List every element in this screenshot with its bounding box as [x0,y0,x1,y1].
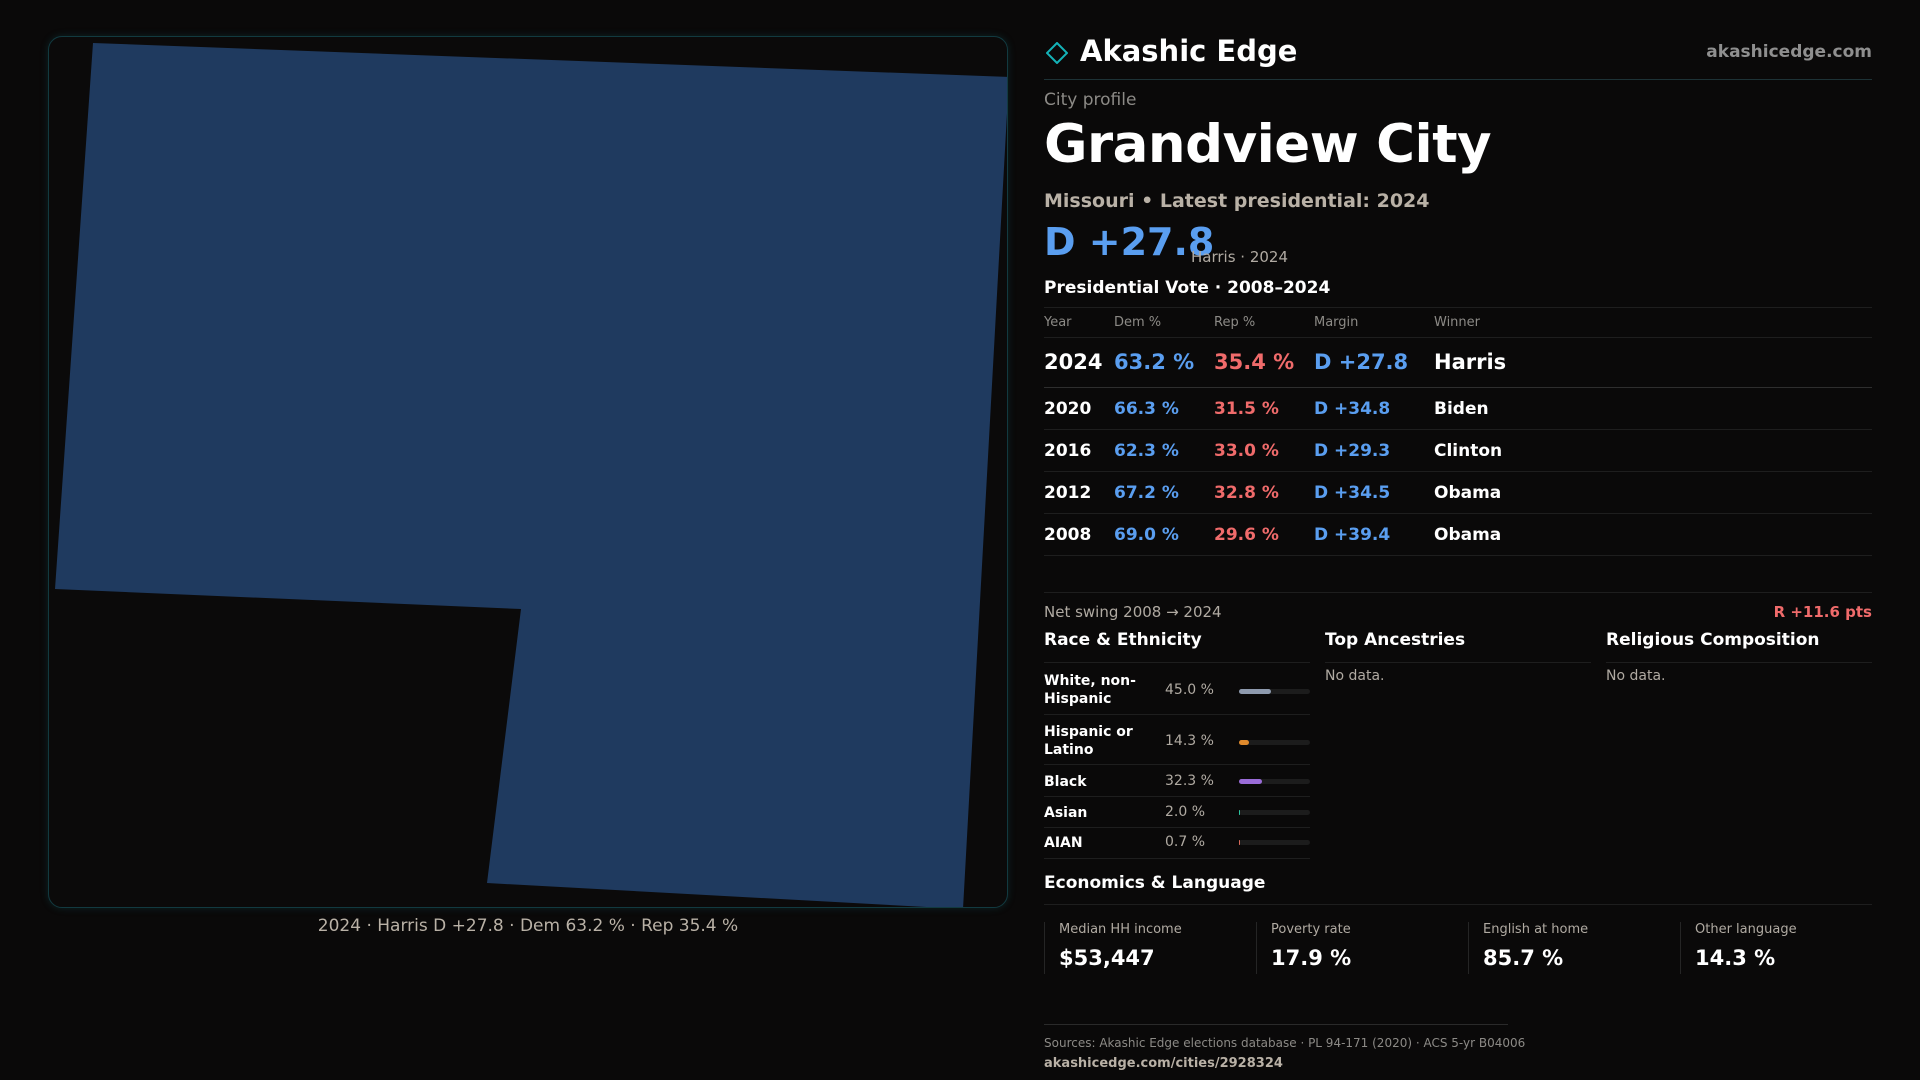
race-bar [1239,840,1310,845]
map-caption: 2024 · Harris D +27.8 · Dem 63.2 % · Rep 35.4 % [317,916,739,936]
row-year: 2012 [1044,483,1092,503]
headline-margin-note: Harris · 2024 [1191,248,1289,266]
race-label: Hispanic or Latino [1044,724,1133,758]
vote-table-header [1044,308,1872,338]
row-margin: D +39.4 [1314,525,1391,545]
brand-name[interactable]: Akashic Edge [1080,34,1298,68]
row-dem: 67.2 % [1114,483,1179,503]
econ-stat [1680,922,1872,974]
race-value: 14.3 % [1165,733,1214,749]
econ-value: $53,447 [1059,946,1155,970]
row-winner: Obama [1434,525,1502,545]
page-title: Grandview City [1044,114,1492,175]
vote-section-title: Presidential Vote · 2008–2024 [1044,278,1331,298]
race-bar-fill [1239,689,1271,694]
row-year: 2016 [1044,441,1092,461]
ancestries-empty: No data. [1325,668,1385,684]
row-rep: 32.8 % [1214,483,1279,503]
race-label: Asian [1044,805,1088,821]
page-subtitle: Missouri • Latest presidential: 2024 [1044,190,1430,212]
net-swing-value: R +11.6 pts [1773,603,1872,621]
race-bar-fill [1239,740,1249,745]
econ-value: 14.3 % [1695,946,1776,970]
sources-note: Sources: Akashic Edge elections database · PL 94-171 (2020) · ACS 5-yr B04006 [1044,1036,1526,1050]
col-winner: Winner [1434,315,1481,330]
city-boundary-shape[interactable] [55,43,1008,908]
econ-value: 85.7 % [1483,946,1564,970]
row-rep: 29.6 % [1214,525,1279,545]
table-row [1044,388,1872,430]
city-url-link[interactable]: akashicedge.com/cities/2928324 [1044,1056,1283,1071]
row-margin: D +34.5 [1314,483,1391,503]
table-row [1044,514,1872,556]
race-label: AIAN [1044,835,1083,851]
race-row [1044,828,1310,859]
row-margin: D +34.8 [1314,399,1391,419]
economics-divider [1044,904,1872,905]
race-label: White, non-Hispanic [1044,673,1136,707]
row-winner: Biden [1434,399,1489,419]
race-bar-fill [1239,840,1240,845]
row-dem: 63.2 % [1114,350,1195,374]
col-year: Year [1044,315,1072,330]
city-map[interactable] [48,36,1008,908]
race-row [1044,715,1310,765]
race-bar-fill [1239,779,1262,784]
row-margin: D +29.3 [1314,441,1391,461]
col-rep: Rep % [1214,315,1256,330]
col-margin: Margin [1314,315,1359,330]
race-value: 32.3 % [1165,773,1214,789]
table-row [1044,472,1872,514]
row-winner: Clinton [1434,441,1503,461]
race-bar [1239,810,1310,815]
econ-value: 17.9 % [1271,946,1352,970]
col-dem: Dem % [1114,315,1162,330]
table-row [1044,338,1872,388]
row-year: 2020 [1044,399,1092,419]
econ-label: Poverty rate [1271,922,1351,937]
row-year: 2008 [1044,525,1092,545]
site-link[interactable]: akashicedge.com [1706,42,1872,62]
row-rep: 31.5 % [1214,399,1279,419]
econ-stat [1468,922,1680,974]
table-row [1044,430,1872,472]
diamond-icon [1046,42,1068,64]
ancestries-divider [1325,662,1591,663]
race-section-title: Race & Ethnicity [1044,630,1202,650]
race-bar-fill [1239,810,1240,815]
net-swing [1044,592,1872,620]
row-winner: Obama [1434,483,1502,503]
row-dem: 69.0 % [1114,525,1179,545]
religion-section-title: Religious Composition [1606,630,1820,650]
econ-label: Other language [1695,922,1797,937]
row-dem: 62.3 % [1114,441,1179,461]
row-margin: D +27.8 [1314,350,1409,374]
vote-table [1044,307,1872,556]
race-row [1044,765,1310,797]
race-value: 2.0 % [1165,804,1206,820]
race-value: 45.0 % [1165,682,1214,698]
site-header [1044,30,1872,80]
race-label: Black [1044,774,1087,790]
race-value: 0.7 % [1165,834,1206,850]
headline-margin: D +27.8 [1044,220,1215,264]
row-winner: Harris [1434,350,1507,374]
race-bar [1239,740,1310,745]
city-profile-panel [1044,30,1872,1071]
row-year: 2024 [1044,350,1103,374]
econ-label: English at home [1483,922,1589,937]
econ-stat [1256,922,1468,974]
religion-divider [1606,662,1872,663]
religion-empty: No data. [1606,668,1666,684]
race-row [1044,797,1310,828]
row-dem: 66.3 % [1114,399,1179,419]
race-row [1044,663,1310,715]
race-bar [1239,689,1310,694]
econ-label: Median HH income [1059,922,1182,937]
page-kicker: City profile [1044,90,1137,110]
row-rep: 35.4 % [1214,350,1295,374]
ancestries-section-title: Top Ancestries [1325,630,1466,650]
economics-section-title: Economics & Language [1044,873,1266,893]
econ-stat [1044,922,1256,974]
city-boundary-map [49,37,1008,908]
footer-divider [1044,1024,1508,1025]
row-rep: 33.0 % [1214,441,1279,461]
race-bar [1239,779,1310,784]
net-swing-label: Net swing 2008 → 2024 [1044,603,1222,621]
